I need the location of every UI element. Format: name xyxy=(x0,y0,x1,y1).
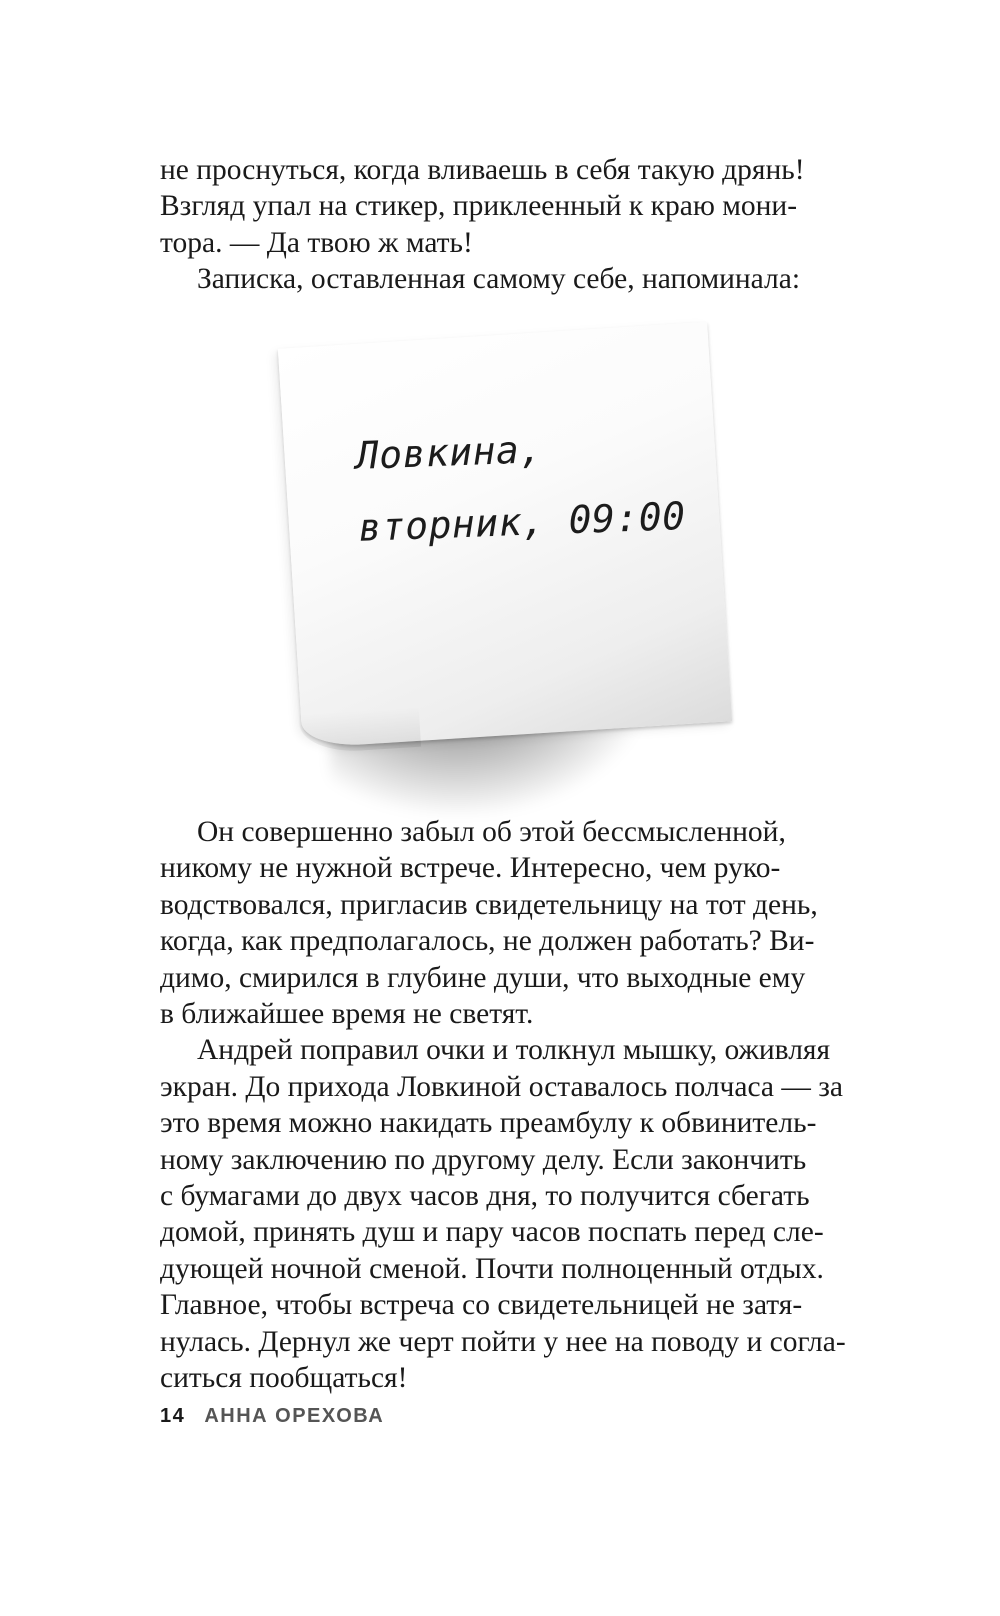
paragraph-line: водствовался, пригласив свидетельницу на тот день, xyxy=(160,888,818,921)
paragraph-line: с бумагами до двух часов дня, то получится сбегать xyxy=(160,1180,810,1213)
page-number: 14 xyxy=(160,1405,186,1427)
paragraph-line: Он совершенно забыл об этой бессмысленной, xyxy=(197,816,786,848)
text-line: Взгляд упал на стикер, приклеенный к краю мони- xyxy=(160,190,798,223)
top-text-block xyxy=(160,152,865,298)
sticky-note-illustration xyxy=(280,305,740,815)
bottom-text-block xyxy=(160,814,865,1397)
paragraph-line: ному заключению по другому делу. Если закончить xyxy=(160,1143,807,1176)
paragraph-line: ситься пообщаться! xyxy=(160,1362,408,1395)
sticky-note-curl xyxy=(299,707,421,754)
text-line: тора. — Да твою ж мать! xyxy=(160,226,473,259)
text-line: не проснуться, когда вливаешь в себя такую дрянь! xyxy=(160,154,805,186)
sticky-note-line-name: Ловкина, xyxy=(354,427,544,478)
sticky-note-handwriting xyxy=(354,408,686,564)
sticky-note-line-time: вторник, 09:00 xyxy=(357,493,687,550)
author-name: АННА ОРЕХОВА xyxy=(204,1405,385,1427)
paragraph-line: никому не нужной встрече. Интересно, чем руко- xyxy=(160,852,781,885)
paragraph-line: это время можно накидать преамбулу к обвинитель- xyxy=(160,1107,817,1140)
page-footer xyxy=(160,1405,384,1428)
paragraph-line: нулась. Дернул же черт пойти у нее на поводу и согла- xyxy=(160,1325,846,1358)
paragraph-line: когда, как предполагалось, не должен работать? Ви- xyxy=(160,925,815,958)
paragraph-line: дующей ночной сменой. Почти полноценный отдых. xyxy=(160,1252,824,1285)
paragraph-line: домой, принять душ и пару часов поспать перед сле- xyxy=(160,1216,824,1249)
paragraph-line: Андрей поправил очки и толкнул мышку, оживляя xyxy=(197,1034,831,1067)
paragraph-line: димо, смирился в глубине души, что выходные ему xyxy=(160,961,806,994)
paragraph-line: экран. До прихода Ловкиной оставалось полчаса — за xyxy=(160,1070,844,1103)
paragraph-line: в ближайшее время не светят. xyxy=(160,998,534,1031)
sticky-note xyxy=(278,322,732,748)
paragraph-line: Главное, чтобы встреча со свидетельницей не затя- xyxy=(160,1289,803,1322)
text-line: Записка, оставленная самому себе, напоминала: xyxy=(197,263,801,296)
